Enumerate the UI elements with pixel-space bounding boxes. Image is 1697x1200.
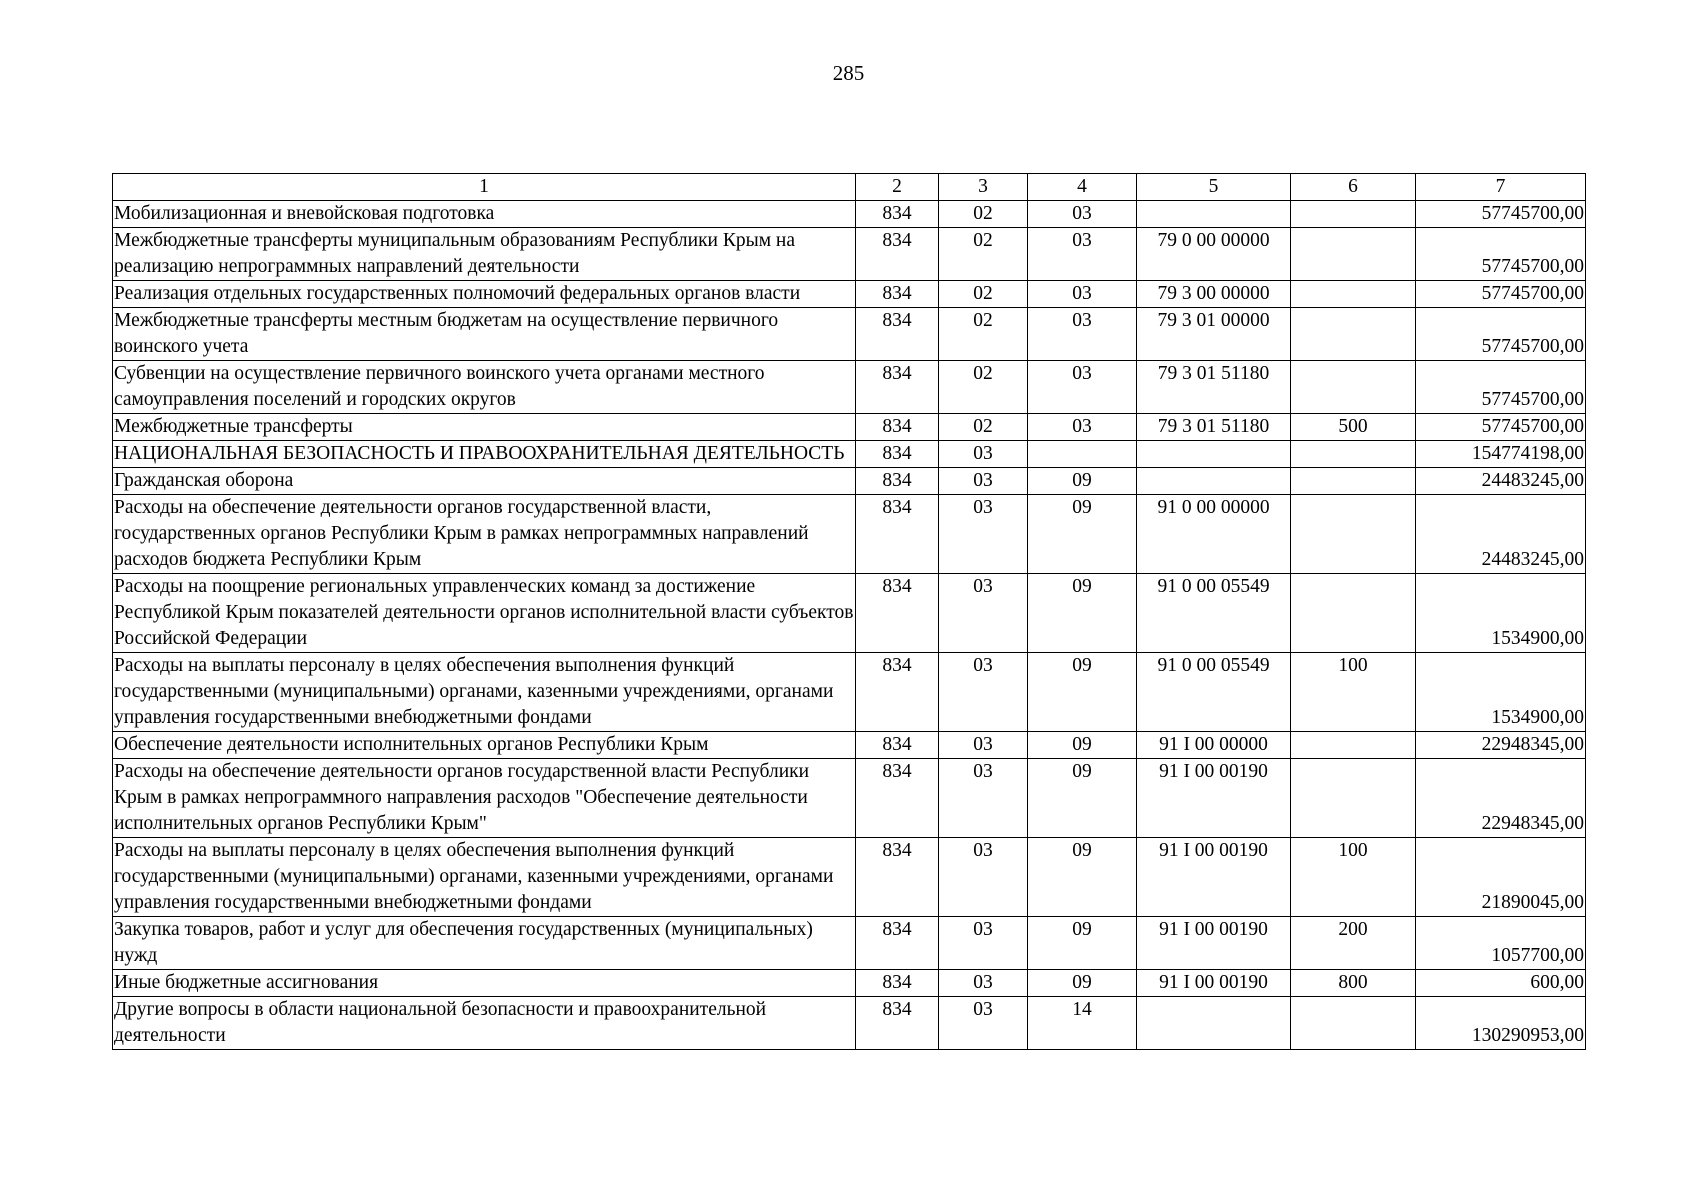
row-target-article: 91 0 00 05549 — [1137, 653, 1291, 732]
row-section-code: 03 — [939, 759, 1028, 838]
row-target-article — [1137, 997, 1291, 1050]
row-amount: 57745700,00 — [1416, 281, 1586, 308]
row-expense-type — [1291, 361, 1416, 414]
table-row — [113, 917, 1586, 970]
row-name: Другие вопросы в области национальной безопасности и правоохранительной деятельности — [113, 997, 856, 1050]
row-target-article: 79 0 00 00000 — [1137, 228, 1291, 281]
row-subsection-code: 03 — [1028, 414, 1137, 441]
column-header: 7 — [1416, 174, 1586, 201]
row-subsection-code: 09 — [1028, 917, 1137, 970]
row-section-code: 03 — [939, 441, 1028, 468]
row-expense-type — [1291, 228, 1416, 281]
row-amount: 130290953,00 — [1416, 997, 1586, 1050]
row-ministry-code: 834 — [856, 917, 939, 970]
row-section-code: 02 — [939, 361, 1028, 414]
row-expense-type — [1291, 201, 1416, 228]
row-amount: 1534900,00 — [1416, 574, 1586, 653]
table-row — [113, 468, 1586, 495]
table-row — [113, 495, 1586, 574]
row-ministry-code: 834 — [856, 281, 939, 308]
row-ministry-code: 834 — [856, 308, 939, 361]
row-ministry-code: 834 — [856, 970, 939, 997]
table-row — [113, 361, 1586, 414]
row-target-article: 91 I 00 00000 — [1137, 732, 1291, 759]
row-expense-type: 200 — [1291, 917, 1416, 970]
row-name: Закупка товаров, работ и услуг для обеспечения государственных (муниципальных) нужд — [113, 917, 856, 970]
row-amount: 24483245,00 — [1416, 495, 1586, 574]
row-subsection-code: 09 — [1028, 495, 1137, 574]
row-expense-type — [1291, 997, 1416, 1050]
row-expense-type — [1291, 495, 1416, 574]
row-target-article — [1137, 201, 1291, 228]
row-amount: 1534900,00 — [1416, 653, 1586, 732]
table-row — [113, 281, 1586, 308]
row-name: НАЦИОНАЛЬНАЯ БЕЗОПАСНОСТЬ И ПРАВООХРАНИТЕЛЬНАЯ ДЕЯТЕЛЬНОСТЬ — [113, 441, 856, 468]
row-subsection-code: 09 — [1028, 653, 1137, 732]
column-header: 2 — [856, 174, 939, 201]
row-ministry-code: 834 — [856, 838, 939, 917]
row-ministry-code: 834 — [856, 653, 939, 732]
row-target-article: 79 3 01 51180 — [1137, 414, 1291, 441]
row-section-code: 03 — [939, 574, 1028, 653]
row-section-code: 03 — [939, 997, 1028, 1050]
table-row — [113, 228, 1586, 281]
row-name: Обеспечение деятельности исполнительных органов Республики Крым — [113, 732, 856, 759]
row-section-code: 03 — [939, 838, 1028, 917]
row-expense-type — [1291, 759, 1416, 838]
row-target-article: 79 3 01 51180 — [1137, 361, 1291, 414]
row-subsection-code: 09 — [1028, 574, 1137, 653]
table-row — [113, 201, 1586, 228]
table-row — [113, 759, 1586, 838]
budget-table — [112, 173, 1586, 1050]
row-section-code: 03 — [939, 732, 1028, 759]
row-name: Реализация отдельных государственных полномочий федеральных органов власти — [113, 281, 856, 308]
row-name: Субвенции на осуществление первичного воинского учета органами местного самоуправления поселений и городских округов — [113, 361, 856, 414]
table-row — [113, 574, 1586, 653]
row-amount: 24483245,00 — [1416, 468, 1586, 495]
row-section-code: 02 — [939, 308, 1028, 361]
page-number: 285 — [832, 61, 865, 85]
row-ministry-code: 834 — [856, 495, 939, 574]
row-name: Расходы на выплаты персоналу в целях обеспечения выполнения функций государственными (муниципальными) органами, казенными учреждениями, органами управления государственными внебюджетными фондами — [113, 838, 856, 917]
row-amount: 57745700,00 — [1416, 361, 1586, 414]
row-target-article: 91 I 00 00190 — [1137, 917, 1291, 970]
row-name: Расходы на выплаты персоналу в целях обеспечения выполнения функций государственными (муниципальными) органами, казенными учреждениями, органами управления государственными внебюджетными фондами — [113, 653, 856, 732]
row-amount: 22948345,00 — [1416, 759, 1586, 838]
row-ministry-code: 834 — [856, 574, 939, 653]
row-expense-type: 800 — [1291, 970, 1416, 997]
row-name: Расходы на обеспечение деятельности органов государственной власти Республики Крым в рамках непрограммного направления расходов "Обеспечение деятельности исполнительных органов Республики Крым" — [113, 759, 856, 838]
row-amount: 21890045,00 — [1416, 838, 1586, 917]
column-header: 1 — [113, 174, 856, 201]
row-amount: 57745700,00 — [1416, 228, 1586, 281]
row-amount: 57745700,00 — [1416, 308, 1586, 361]
row-subsection-code: 03 — [1028, 361, 1137, 414]
column-header: 4 — [1028, 174, 1137, 201]
row-ministry-code: 834 — [856, 441, 939, 468]
row-section-code: 02 — [939, 414, 1028, 441]
row-target-article: 79 3 00 00000 — [1137, 281, 1291, 308]
row-amount: 1057700,00 — [1416, 917, 1586, 970]
row-amount: 57745700,00 — [1416, 201, 1586, 228]
row-section-code: 02 — [939, 201, 1028, 228]
row-subsection-code: 03 — [1028, 228, 1137, 281]
row-subsection-code: 09 — [1028, 468, 1137, 495]
row-subsection-code: 09 — [1028, 838, 1137, 917]
row-ministry-code: 834 — [856, 201, 939, 228]
column-header: 6 — [1291, 174, 1416, 201]
row-name: Межбюджетные трансферты — [113, 414, 856, 441]
table-row — [113, 441, 1586, 468]
table-row — [113, 653, 1586, 732]
row-subsection-code — [1028, 441, 1137, 468]
table-header-row — [113, 174, 1586, 201]
row-subsection-code: 09 — [1028, 732, 1137, 759]
row-section-code: 02 — [939, 228, 1028, 281]
row-subsection-code: 09 — [1028, 970, 1137, 997]
row-ministry-code: 834 — [856, 361, 939, 414]
row-expense-type — [1291, 574, 1416, 653]
row-section-code: 02 — [939, 281, 1028, 308]
row-target-article: 79 3 01 00000 — [1137, 308, 1291, 361]
row-target-article — [1137, 468, 1291, 495]
table-row — [113, 997, 1586, 1050]
row-amount: 600,00 — [1416, 970, 1586, 997]
row-expense-type: 100 — [1291, 838, 1416, 917]
column-header: 5 — [1137, 174, 1291, 201]
row-expense-type — [1291, 441, 1416, 468]
row-name: Расходы на обеспечение деятельности органов государственной власти, государственных органов Республики Крым в рамках непрограммных направлений расходов бюджета Республики Крым — [113, 495, 856, 574]
row-subsection-code: 14 — [1028, 997, 1137, 1050]
row-expense-type — [1291, 308, 1416, 361]
row-section-code: 03 — [939, 468, 1028, 495]
row-expense-type — [1291, 281, 1416, 308]
row-expense-type — [1291, 468, 1416, 495]
row-subsection-code: 03 — [1028, 308, 1137, 361]
row-target-article: 91 0 00 00000 — [1137, 495, 1291, 574]
table-row — [113, 308, 1586, 361]
row-name: Расходы на поощрение региональных управленческих команд за достижение Республикой Крым показателей деятельности органов исполнительной власти субъектов Российской Федерации — [113, 574, 856, 653]
column-header: 3 — [939, 174, 1028, 201]
row-ministry-code: 834 — [856, 759, 939, 838]
row-name: Межбюджетные трансферты местным бюджетам на осуществление первичного воинского учета — [113, 308, 856, 361]
row-expense-type: 500 — [1291, 414, 1416, 441]
row-ministry-code: 834 — [856, 732, 939, 759]
row-ministry-code: 834 — [856, 228, 939, 281]
row-amount: 57745700,00 — [1416, 414, 1586, 441]
row-subsection-code: 03 — [1028, 281, 1137, 308]
row-expense-type — [1291, 732, 1416, 759]
row-expense-type: 100 — [1291, 653, 1416, 732]
row-subsection-code: 09 — [1028, 759, 1137, 838]
table-row — [113, 838, 1586, 917]
row-section-code: 03 — [939, 495, 1028, 574]
row-section-code: 03 — [939, 653, 1028, 732]
row-amount: 154774198,00 — [1416, 441, 1586, 468]
row-name: Мобилизационная и вневойсковая подготовка — [113, 201, 856, 228]
row-section-code: 03 — [939, 970, 1028, 997]
row-amount: 22948345,00 — [1416, 732, 1586, 759]
row-target-article: 91 I 00 00190 — [1137, 838, 1291, 917]
row-target-article — [1137, 441, 1291, 468]
row-subsection-code: 03 — [1028, 201, 1137, 228]
table-row — [113, 970, 1586, 997]
row-ministry-code: 834 — [856, 468, 939, 495]
row-section-code: 03 — [939, 917, 1028, 970]
row-target-article: 91 I 00 00190 — [1137, 759, 1291, 838]
row-ministry-code: 834 — [856, 414, 939, 441]
row-name: Иные бюджетные ассигнования — [113, 970, 856, 997]
row-target-article: 91 0 00 05549 — [1137, 574, 1291, 653]
row-target-article: 91 I 00 00190 — [1137, 970, 1291, 997]
table-row — [113, 414, 1586, 441]
table-row — [113, 732, 1586, 759]
row-name: Межбюджетные трансферты муниципальным образованиям Республики Крым на реализацию непрограммных направлений деятельности — [113, 228, 856, 281]
row-name: Гражданская оборона — [113, 468, 856, 495]
row-ministry-code: 834 — [856, 997, 939, 1050]
